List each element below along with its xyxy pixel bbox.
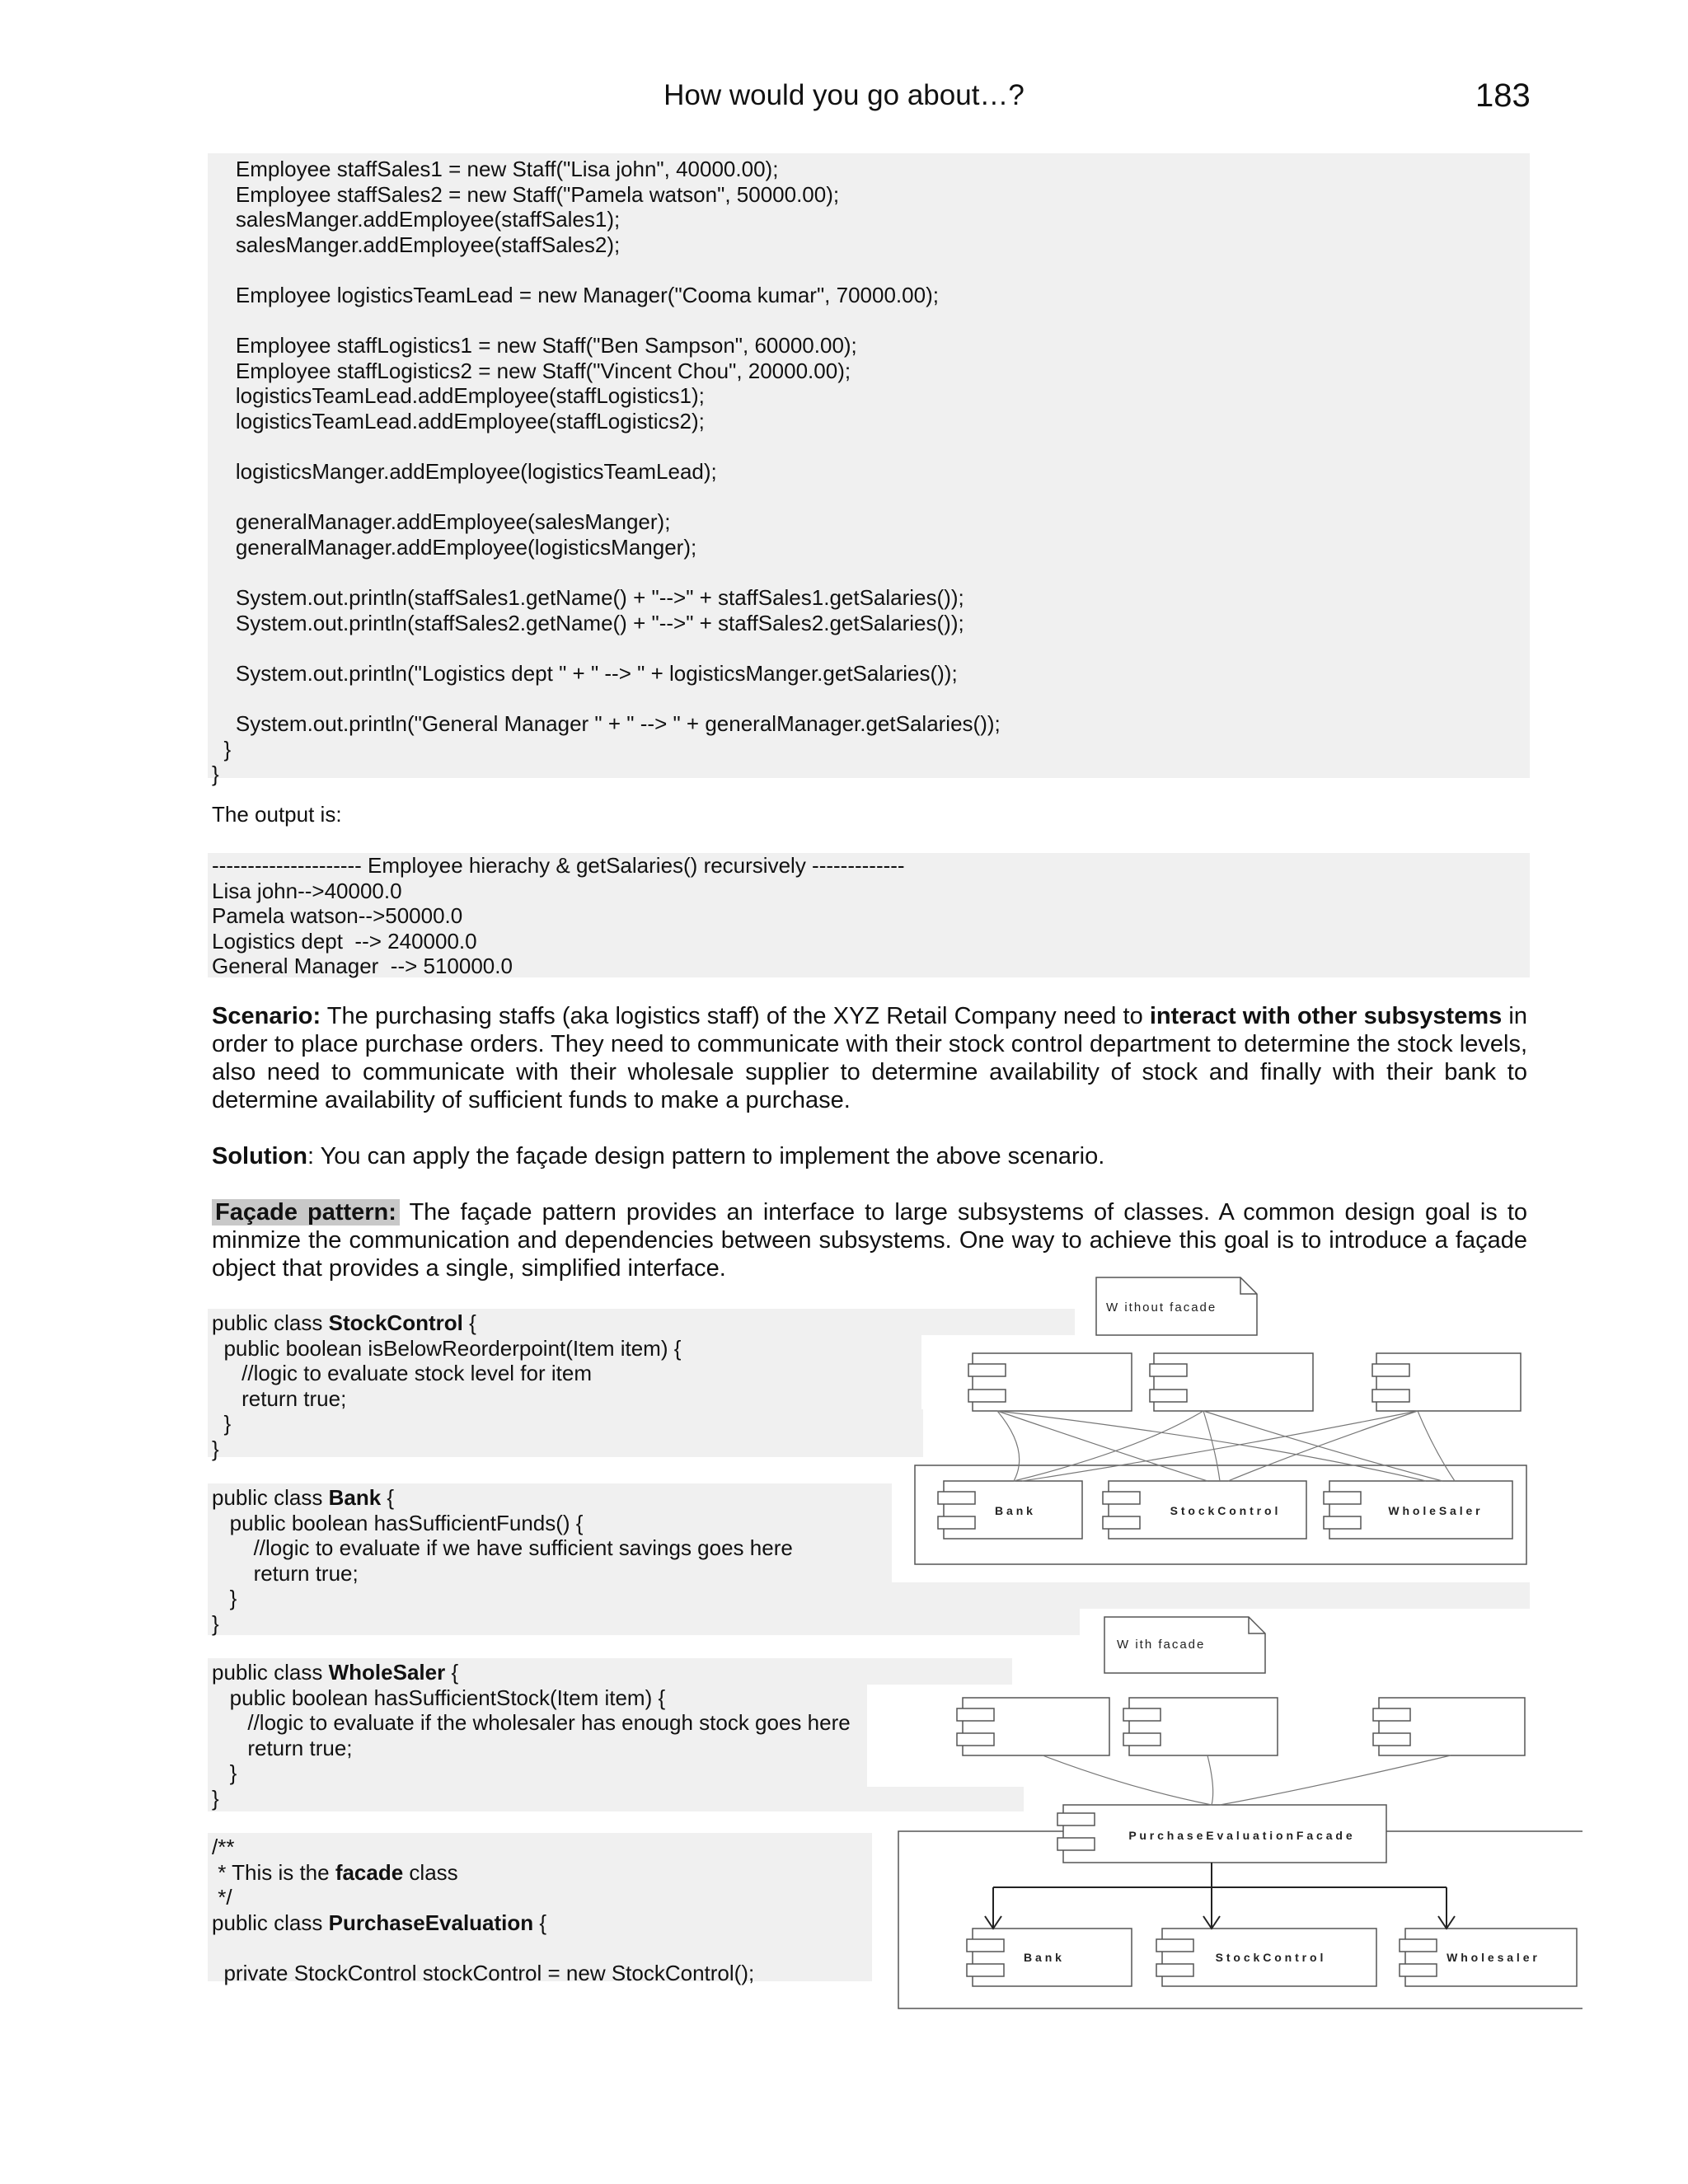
without-facade-note: W ithout facade bbox=[1106, 1301, 1217, 1315]
code-line: } bbox=[212, 1586, 237, 1611]
class-name-stockcontrol: StockControl bbox=[328, 1310, 463, 1335]
solution-label: Solution bbox=[212, 1143, 307, 1169]
code-line: return true; bbox=[212, 1385, 347, 1411]
code-line: General Manager --> 510000.0 bbox=[212, 954, 513, 979]
code-stockcontrol bbox=[212, 1310, 681, 1462]
output-block bbox=[208, 853, 1530, 977]
running-header: How would you go about…? bbox=[663, 79, 1025, 111]
code-line: //logic to evaluate stock level for item bbox=[212, 1361, 592, 1386]
code-line: System.out.println(staffSales2.getName() + "-->" + staffSales2.getSalaries()); bbox=[212, 610, 964, 635]
wholesaler-label: W h o l e S a l e r bbox=[1388, 1504, 1480, 1517]
code-line: System.out.println("Logistics dept " + " --> " + logisticsManger.getSalaries()); bbox=[212, 660, 958, 686]
code-bank-body bbox=[212, 1511, 793, 1636]
output-intro: The output is: bbox=[212, 802, 342, 827]
code-line: //logic to evaluate if we have sufficient savings goes here bbox=[212, 1535, 793, 1561]
code-line: return true; bbox=[212, 1735, 353, 1760]
code-line: } bbox=[212, 1785, 219, 1811]
code-line: Employee staffSales2 = new Staff("Pamela watson", 50000.00); bbox=[212, 181, 840, 207]
code-line: } bbox=[212, 736, 232, 762]
code-line: Pamela watson-->50000.0 bbox=[212, 903, 463, 929]
code-line: } bbox=[212, 1436, 219, 1461]
facade-dependency-lines bbox=[1043, 1755, 1451, 1805]
code-line: --------------------- Employee hierachy & getSalaries() recursively ------------- bbox=[212, 853, 905, 878]
stockcontrol-label: S t o c k C o n t r o l bbox=[1170, 1504, 1278, 1517]
scenario-label: Scenario: bbox=[212, 1003, 321, 1029]
code-line: logisticsTeamLead.addEmployee(staffLogistics1); bbox=[212, 383, 705, 409]
code-line: salesManger.addEmployee(staffSales2); bbox=[212, 232, 621, 257]
code-text: { bbox=[381, 1485, 395, 1510]
scenario-bold: interact with other subsystems bbox=[1149, 1003, 1503, 1029]
scenario-text-1: The purchasing staffs (aka logistics staff) of the XYZ Retail Company need to bbox=[321, 1003, 1150, 1029]
wholesaler-label: W h o l e s a l e r bbox=[1447, 1951, 1537, 1964]
code-line: generalManager.addEmployee(salesManger); bbox=[212, 509, 671, 535]
code-line: Employee staffLogistics2 = new Staff("Vincent Chou", 20000.00); bbox=[212, 358, 851, 383]
code-text: /** bbox=[212, 1835, 235, 1859]
solution-text: : You can apply the façade design pattern to implement the above scenario. bbox=[307, 1143, 1105, 1169]
code-line: logisticsTeamLead.addEmployee(staffLogistics2); bbox=[212, 408, 705, 434]
code-text: public class bbox=[212, 1910, 329, 1935]
code-text: { bbox=[462, 1310, 476, 1335]
code-line: System.out.println("General Manager " + " --> " + generalManager.getSalaries()); bbox=[212, 711, 1001, 737]
code-stockcontrol-body bbox=[212, 1336, 681, 1461]
code-wholesaler-body bbox=[212, 1685, 851, 1811]
facade-label: Façade pattern: bbox=[212, 1199, 400, 1226]
code-text: class bbox=[403, 1859, 458, 1885]
code-text: public class bbox=[212, 1660, 329, 1685]
code-line: logisticsManger.addEmployee(logisticsTeamLead); bbox=[212, 459, 717, 485]
facade-text: The façade pattern provides an interface to large subsystems of classes. A common design goal is to minmize the communication and dependencies between subsystems. One way to achieve this goal is to introduce a façade object that provides a single, simplified interface. bbox=[212, 1199, 1527, 1282]
code-line: public boolean isBelowReorderpoint(Item item) { bbox=[212, 1335, 682, 1361]
code-line: salesManger.addEmployee(staffSales1); bbox=[212, 207, 621, 232]
code-line: public boolean hasSufficientFunds() { bbox=[212, 1510, 584, 1535]
bank-label: B a n k bbox=[1024, 1951, 1062, 1964]
code-text: public class bbox=[212, 1310, 329, 1335]
code-lines bbox=[212, 157, 1001, 787]
code-line: Lisa john-->40000.0 bbox=[212, 878, 402, 903]
client-component-2 bbox=[1129, 1698, 1278, 1755]
client-component-1 bbox=[963, 1698, 1109, 1755]
code-line: //logic to evaluate if the wholesaler has enough stock goes here bbox=[212, 1710, 851, 1736]
scenario-paragraph bbox=[212, 1002, 1527, 1114]
class-name-wholesaler: WholeSaler bbox=[328, 1660, 446, 1685]
page-number: 183 bbox=[1475, 77, 1531, 114]
code-line: } bbox=[212, 762, 219, 787]
code-line: Employee staffLogistics1 = new Staff("Ben Sampson", 60000.00); bbox=[212, 333, 857, 359]
code-line: public boolean hasSufficientStock(Item item) { bbox=[212, 1685, 666, 1710]
code-text: { bbox=[533, 1910, 547, 1935]
code-line: } bbox=[212, 1610, 219, 1636]
code-line: generalManager.addEmployee(logisticsManger); bbox=[212, 534, 697, 560]
class-name-bank: Bank bbox=[328, 1485, 382, 1510]
class-name-purchaseevaluation: PurchaseEvaluation bbox=[328, 1910, 534, 1935]
code-line: } bbox=[212, 1411, 232, 1436]
code-text: public class bbox=[212, 1485, 329, 1510]
code-wholesaler bbox=[212, 1660, 851, 1811]
code-line: } bbox=[212, 1760, 237, 1786]
code-text: private StockControl stockControl = new StockControl(); bbox=[212, 1960, 755, 1985]
code-text: */ bbox=[212, 1885, 232, 1910]
solution-paragraph bbox=[212, 1142, 1527, 1170]
diagram-with-facade bbox=[882, 1607, 1582, 2019]
client-component-3 bbox=[1379, 1698, 1525, 1755]
with-facade-note: W ith facade bbox=[1117, 1638, 1206, 1652]
code-facade bbox=[212, 1835, 754, 1986]
code-line: return true; bbox=[212, 1560, 359, 1586]
diagram-without-facade bbox=[890, 1269, 1533, 1574]
code-line: Employee staffSales1 = new Staff("Lisa john", 40000.00); bbox=[212, 157, 779, 181]
facade-label: P u r c h a s e E v a l u a t i o n F a c a d e bbox=[1128, 1829, 1353, 1842]
code-text: { bbox=[445, 1660, 459, 1685]
output-lines bbox=[212, 853, 905, 979]
stockcontrol-label: S t o c k C o n t r o l bbox=[1215, 1951, 1324, 1964]
facade-keyword: facade bbox=[335, 1859, 404, 1885]
code-line: Employee logisticsTeamLead = new Manager("Cooma kumar", 70000.00); bbox=[212, 282, 939, 307]
code-bank bbox=[212, 1485, 793, 1637]
code-text: * This is the bbox=[212, 1859, 335, 1885]
code-line: System.out.println(staffSales1.getName() + "-->" + staffSales1.getSalaries()); bbox=[212, 585, 964, 611]
scenario-text-2: in order to place purchase orders. They need to communicate with their stock control department to determine the stock levels, also need to communicate with their wholesale supplier to determine availability of stock and finally with their bank to determine availability of sufficient funds to make a purchase. bbox=[212, 1003, 1527, 1113]
code-line: Logistics dept --> 240000.0 bbox=[212, 928, 477, 954]
code-block-main bbox=[208, 153, 1530, 787]
bank-label: B a n k bbox=[995, 1504, 1033, 1517]
